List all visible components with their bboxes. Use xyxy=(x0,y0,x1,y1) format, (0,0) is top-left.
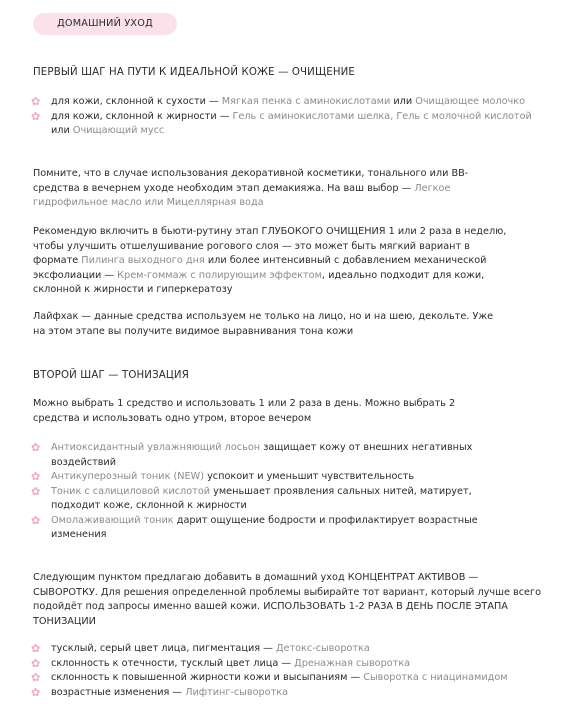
product-link[interactable]: Антиоксидантный увлажняющий лосьон xyxy=(51,442,261,453)
product-link[interactable]: Сыворотка с ниацинамидом xyxy=(363,672,508,683)
toning-intro: Можно выбрать 1 средство и использовать 1 или 2 раза в день. Можно выбрать 2 средства и использовать одно утром, второе вечером xyxy=(33,398,456,424)
product-link[interactable]: Пилинга выходного дня xyxy=(81,255,205,266)
list-item: ✿ для кожи, склонной к жирности — Гель с аминокислотами шелка, Гель с молочной кислотой или Очищающий мусс xyxy=(31,109,532,136)
product-link[interactable]: Мягкая пенка с аминокислотами xyxy=(221,96,391,107)
badge-label: ДОМАШНИЙ УХОД xyxy=(57,17,153,29)
deep-cleansing-paragraph: Рекомендую включить в бьюти-рутину этап ГЛУБОКОГО ОЧИЩЕНИЯ 1 или 2 раза в неделю, чтобы улучшить отшелушивание рогового слоя — это может быть мягкий вариант в формате Пилинга выходного дня или более интенсивный с добавлением механической эксфолиации — Крем-гоммаж с полирующим эффектом, идеально подходит для кожи, склонной к жирности и гиперкератозу xyxy=(33,226,507,295)
product-link[interactable]: Тоник с салициловой кислотой xyxy=(51,485,211,497)
product-link[interactable]: Лифтинг-сыворотка xyxy=(185,686,289,698)
star-icon: ✿ xyxy=(31,685,41,699)
product-link[interactable]: Очищающий мусс xyxy=(72,125,165,136)
step2-bullets xyxy=(33,441,508,543)
lifehack-paragraph: Лайфхак — данные средства используем не только на лицо, но и на шею, декольте. Уже на этом этапе вы получите видимое выравнивания тона кожи xyxy=(33,311,494,337)
star-icon: ✿ xyxy=(31,109,41,123)
list-item: ✿ возрастные изменения — Лифтинг-сыворотка xyxy=(31,685,289,699)
star-icon: ✿ xyxy=(31,671,41,684)
product-link[interactable]: Крем-гоммаж с полирующим эффектом xyxy=(117,269,322,281)
serum-intro: Следующим пунктом предлагаю добавить в домашний уход КОНЦЕНТРАТ АКТИВОВ — СЫВОРОТКУ. Для решения определенной проблемы выбирайте тот вариант, который лучше всего подойдёт под запросы именно вашей кожи. ИСПОЛЬЗОВАТЬ 1-2 РАЗА В ДЕНЬ ПОСЛЕ ЭТАПА ТОНИЗАЦИИ xyxy=(33,572,542,627)
star-icon: ✿ xyxy=(31,642,41,655)
step2-heading: ВТОРОЙ ШАГ — ТОНИЗАЦИЯ xyxy=(33,370,189,381)
product-link[interactable]: Очищающее молочко xyxy=(415,96,526,107)
list-item: ✿ Антиоксидантный увлажняющий лосьон защищает кожу от внешних негативных воздействий xyxy=(31,441,473,468)
star-icon: ✿ xyxy=(31,95,41,108)
serum-bullets xyxy=(33,642,563,700)
product-link[interactable]: Детокс-сыворотка xyxy=(275,643,370,654)
list-item: ✿ Тоник с салициловой кислотой уменьшает проявления сальных нитей, матирует, подходит коже, склонной к жирности xyxy=(31,484,472,511)
list-item: ✿ склонность к отечности, тусклый цвет лица — Дренажная сыворотка xyxy=(31,656,411,670)
step1-heading: ПЕРВЫЙ ШАГ НА ПУТИ К ИДЕАЛЬНОЙ КОЖЕ — ОЧИЩЕНИЕ xyxy=(33,67,356,78)
makeup-paragraph: Помните, что в случае использования декоративной косметики, тонального или BB-средства в вечернем уходе необходим этап демакияжа. На ваш выбор — Легкое гидрофильное масло или Мицеллярная вода xyxy=(33,168,469,208)
step1-bullets xyxy=(33,95,553,139)
product-link[interactable]: Легкое гидрофильное масло или Мицеллярная вода xyxy=(33,182,451,208)
product-link[interactable]: Омолаживающий тоник xyxy=(51,514,174,526)
star-icon: ✿ xyxy=(31,470,41,483)
list-item: ✿ Антикуперозный тоник (NEW) успокоит и уменьшит чувствительность xyxy=(31,470,415,483)
product-link[interactable]: Дренажная сыворотка xyxy=(294,657,411,669)
list-item: ✿ склонность к повышенной жирности кожи и высыпаниям — Сыворотка с ниацинамидом xyxy=(31,671,508,684)
product-link[interactable]: Антикуперозный тоник (NEW) xyxy=(51,471,204,482)
list-item: ✿ Омолаживающий тоник дарит ощущение бодрости и профилактирует возрастные изменения xyxy=(31,513,478,540)
star-icon: ✿ xyxy=(31,513,41,527)
star-icon: ✿ xyxy=(31,441,41,454)
section-badge xyxy=(33,13,177,35)
list-item: ✿ для кожи, склонной к сухости — Мягкая пенка с аминокислотами или Очищающее молочко xyxy=(31,95,526,108)
list-item: ✿ тусклый, серый цвет лица, пигментация — Детокс-сыворотка xyxy=(31,642,370,655)
product-link[interactable]: Гель с аминокислотами шелка, Гель с молочной кислотой xyxy=(232,110,532,122)
star-icon: ✿ xyxy=(31,484,41,498)
star-icon: ✿ xyxy=(31,656,41,670)
